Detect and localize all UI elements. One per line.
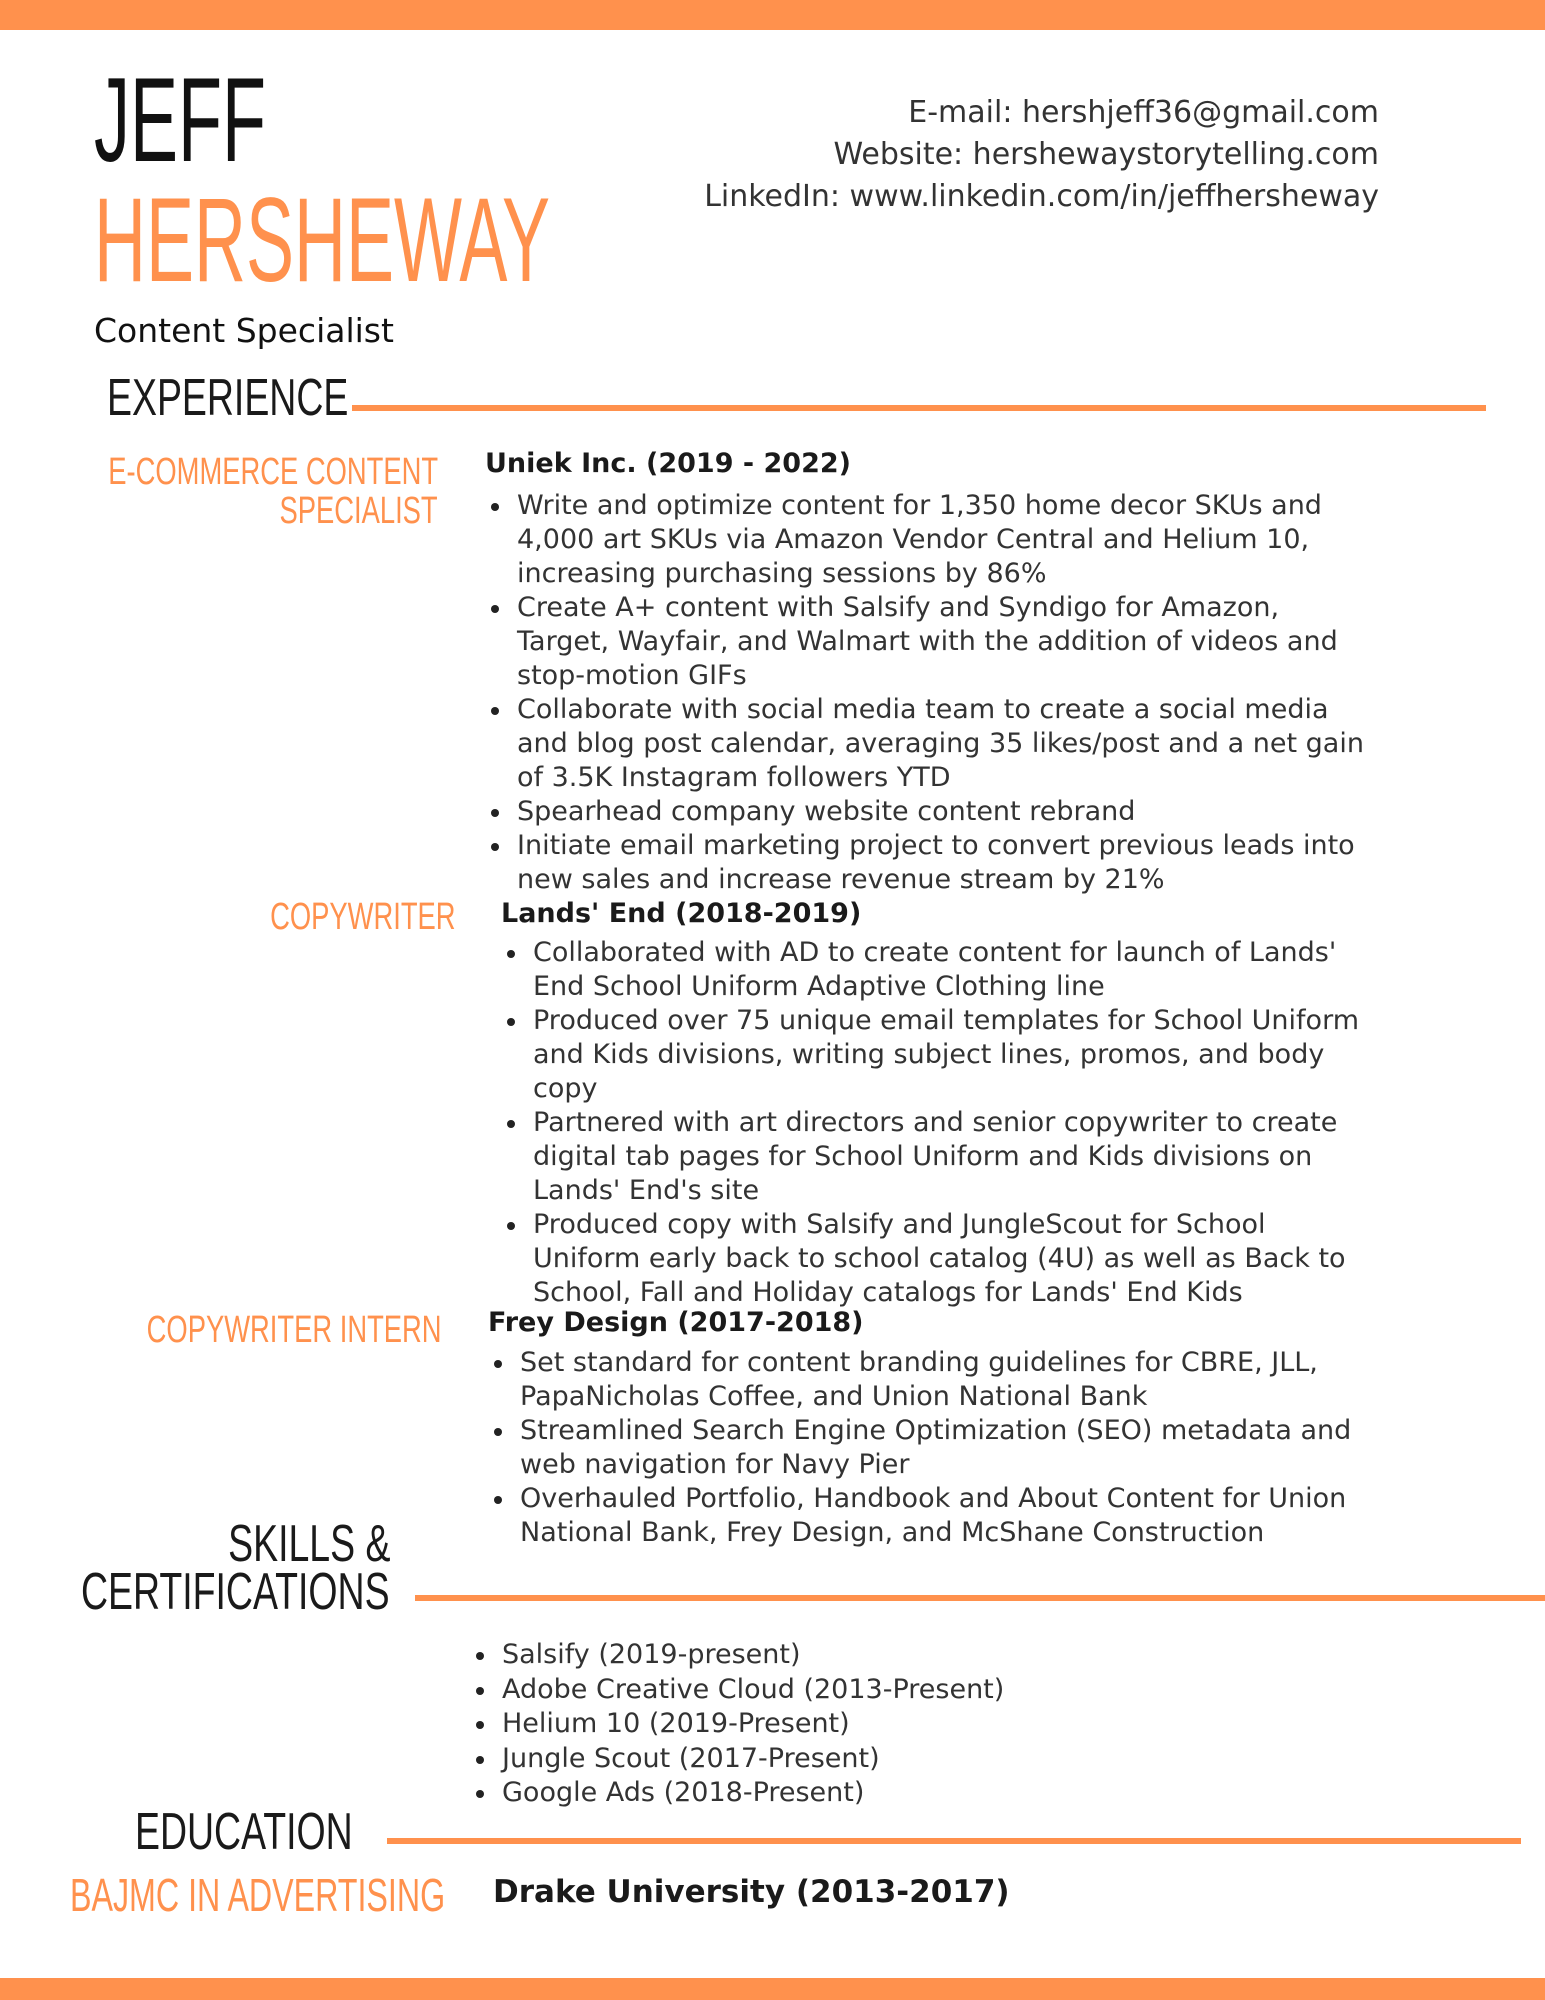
top-accent-bar — [0, 0, 1545, 30]
website-line[interactable]: Website: hershewaystorytelling.com — [833, 137, 1379, 172]
job-3-role — [32, 1310, 442, 1349]
job-2-role-line1: COPYWRITER — [270, 896, 456, 938]
job-1-company: Uniek Inc. (2019 - 2022) — [485, 448, 851, 479]
list-item: Initiate email marketing project to convert previous leads into new sales and increase revenue stream by 21% — [485, 829, 1375, 897]
degree: BAJMC IN ADVERTISING — [70, 1869, 446, 1921]
job-3-bullets — [488, 1346, 1368, 1550]
experience-heading: EXPERIENCE — [107, 369, 349, 427]
list-item: Streamlined Search Engine Optimization (SEO) metadata and web navigation for Navy Pier — [488, 1414, 1368, 1482]
job-3-company: Frey Design (2017-2018) — [488, 1307, 864, 1338]
list-item: Helium 10 (2019-Present) — [470, 1707, 1170, 1742]
list-item: Overhauled Portfolio, Handbook and About Content for Union National Bank, Frey Design, and McShane Construction — [488, 1482, 1368, 1550]
job-2-company: Lands' End (2018-2019) — [501, 898, 862, 929]
first-name: JEFF — [94, 53, 266, 187]
linkedin-line[interactable]: LinkedIn: www.linkedin.com/in/jeffhersheway — [704, 179, 1379, 214]
list-item: Write and optimize content for 1,350 home decor SKUs and 4,000 art SKUs via Amazon Vendor Central and Helium 10, increasing purchasing sessions by 86% — [485, 489, 1375, 591]
job-title: Content Specialist — [94, 311, 394, 350]
job-1-role — [0, 452, 438, 530]
list-item: Adobe Creative Cloud (2013-Present) — [470, 1673, 1170, 1708]
list-item: Create A+ content with Salsify and Syndigo for Amazon, Target, Wayfair, and Walmart with the addition of videos and stop-motion GIFs — [485, 591, 1375, 693]
skills-heading-line1: SKILLS & — [227, 1515, 390, 1573]
list-item: Produced copy with Salsify and JungleScout for School Uniform early back to school catalog (4U) as well as Back to School, Fall and Holiday catalogs for Lands' End Kids — [501, 1208, 1361, 1310]
skills-list — [470, 1638, 1170, 1811]
list-item: Jungle Scout (2017-Present) — [470, 1742, 1170, 1777]
skills-heading — [0, 1515, 390, 1621]
skills-divider — [415, 1595, 1545, 1601]
email-line[interactable]: E-mail: hershjeff36@gmail.com — [908, 95, 1379, 130]
list-item: Collaborate with social media team to create a social media and blog post calendar, averaging 35 likes/post and a net gain of 3.5K Instagram followers YTD — [485, 693, 1375, 795]
bottom-accent-bar — [0, 1978, 1545, 2000]
contact-block — [704, 92, 1379, 218]
job-1-role-line2: SPECIALIST — [279, 490, 438, 532]
list-item: Spearhead company website content rebrand — [485, 795, 1375, 829]
list-item: Partnered with art directors and senior copywriter to create digital tab pages for School Uniform and Kids divisions on Lands' End's site — [501, 1106, 1361, 1208]
school: Drake University (2013-2017) — [493, 1874, 1010, 1910]
experience-divider — [352, 405, 1486, 411]
skills-heading-line2: CERTIFICATIONS — [81, 1563, 390, 1621]
job-1-role-line1: E-COMMERCE CONTENT — [108, 451, 438, 493]
list-item: Produced over 75 unique email templates for School Uniform and Kids divisions, writing subject lines, promos, and body copy — [501, 1004, 1361, 1106]
list-item: Salsify (2019-present) — [470, 1638, 1170, 1673]
education-heading: EDUCATION — [135, 1803, 353, 1861]
list-item: Collaborated with AD to create content for launch of Lands' End School Uniform Adaptive Clothing line — [501, 936, 1361, 1004]
job-3-role-line1: COPYWRITER INTERN — [147, 1309, 442, 1351]
job-1-bullets — [485, 489, 1375, 897]
education-divider — [387, 1838, 1521, 1844]
last-name: HERSHEWAY — [94, 173, 551, 307]
list-item: Google Ads (2018-Present) — [470, 1776, 1170, 1811]
list-item: Set standard for content branding guidelines for CBRE, JLL, PapaNicholas Coffee, and Union National Bank — [488, 1346, 1368, 1414]
job-2-bullets — [501, 936, 1361, 1310]
job-2-role — [198, 897, 456, 936]
